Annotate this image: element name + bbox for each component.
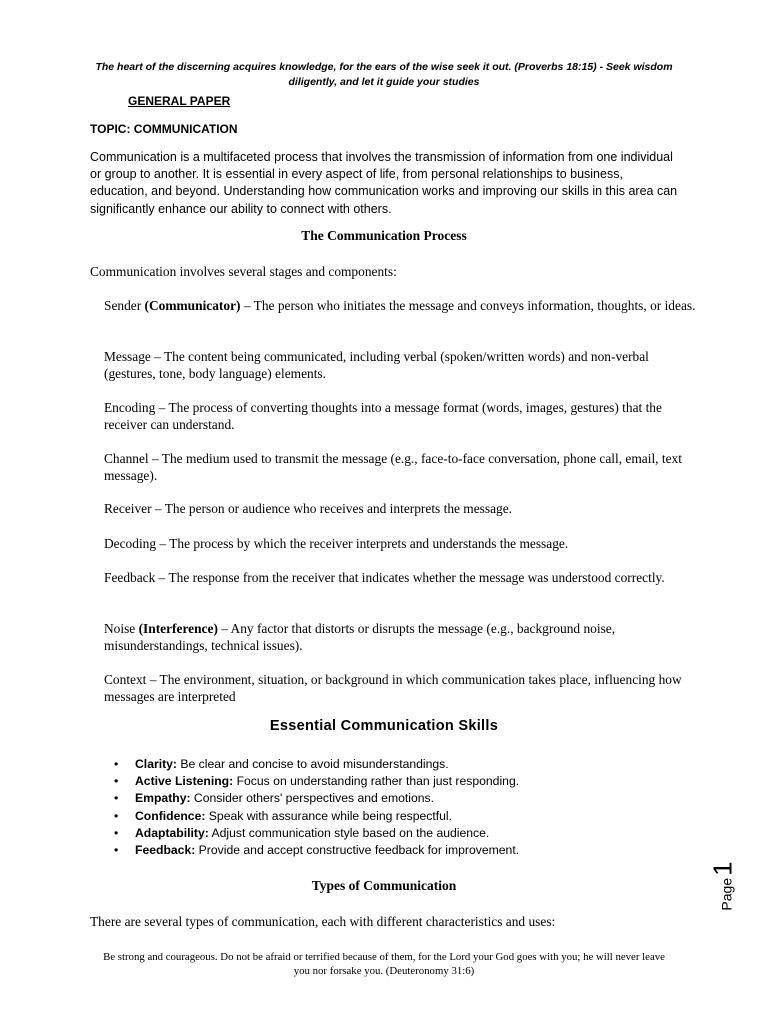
page-number: 1: [707, 861, 738, 876]
types-heading: Types of Communication: [311, 878, 457, 893]
skill-text: Speak with assurance while being respectful.: [205, 808, 453, 823]
process-item-noise: [90, 620, 696, 654]
page-number-marker: [706, 856, 740, 916]
process-item-term: Feedback: [104, 570, 156, 585]
process-item-term: Noise: [104, 621, 139, 636]
list-item: [114, 773, 519, 790]
header-quote: The heart of the discerning acquires knowledge, for the ears of the wise seek it out. (Proverbs 18:15) - Seek wisdom diligently, and let it guide your studies: [95, 61, 673, 88]
process-item-bold: (Interference): [138, 621, 218, 636]
process-heading: The Communication Process: [301, 228, 467, 243]
process-item-term: Decoding: [104, 536, 157, 551]
list-item: [114, 825, 519, 842]
bullet-icon: •: [114, 808, 119, 823]
skill-label: Clarity:: [135, 757, 177, 771]
process-item-message: [90, 348, 696, 382]
footer-quote: Be strong and courageous. Do not be afraid or terrified because of them, for the Lord your God goes with you; he will never leave you nor forsake you. (Deuteronomy 31:6): [103, 951, 665, 977]
skills-list: [114, 756, 519, 859]
process-item-text: – The process of converting thoughts into a message format (words, images, gestures) that the receiver can understand.: [104, 400, 662, 432]
process-item-text: – Any factor that distorts or disrupts the message (e.g., background noise, misunderstandings, technical issues).: [104, 621, 616, 653]
bullet-icon: •: [114, 825, 119, 840]
skill-text: Adjust communication style based on the audience.: [208, 825, 490, 840]
process-item-text: – The person who initiates the message and conveys information, thoughts, or ideas.: [240, 298, 696, 313]
list-item: [114, 842, 519, 859]
bullet-icon: •: [114, 843, 119, 858]
skill-text: Focus on understanding rather than just responding.: [233, 774, 520, 789]
process-item-term: Receiver: [104, 501, 152, 516]
skill-text: Consider others' perspectives and emotions.: [190, 791, 435, 806]
skill-text: Be clear and concise to avoid misunderstandings.: [177, 757, 449, 771]
process-item-context: [90, 671, 696, 705]
bullet-icon: •: [114, 757, 119, 771]
intro-paragraph: Communication is a multifaceted process that involves the transmission of information from one individual or group to another. It is essential in every aspect of life, from personal relationships to business, education, and beyond. Understanding how communication works and improving our skills in this area can significantly enhance our ability to connect with others.: [90, 150, 678, 216]
process-lead: Communication involves several stages and components:: [90, 264, 397, 279]
process-item-text: – The person or audience who receives and interprets the message.: [151, 501, 513, 516]
list-item: [114, 808, 519, 825]
process-item-channel: [90, 450, 696, 484]
types-lead: There are several types of communication, each with different characteristics and uses:: [90, 914, 556, 929]
bullet-icon: •: [114, 774, 119, 789]
process-item-feedback: [90, 569, 696, 586]
topic-heading: TOPIC: COMMUNICATION: [90, 122, 238, 136]
skill-label: Empathy:: [135, 791, 191, 806]
process-item-text: – The content being communicated, including verbal (spoken/written words) and non-verbal (gestures, tone, body language) elements.: [104, 349, 649, 381]
process-item-text: – The response from the receiver that indicates whether the message was understood correctly.: [155, 570, 665, 585]
skill-label: Adaptability:: [135, 825, 209, 840]
process-item-receiver: [90, 500, 696, 517]
process-item-sender: [90, 297, 696, 314]
document-title: GENERAL PAPER: [128, 94, 231, 108]
process-item-encoding: [90, 399, 696, 433]
process-item-term: Message: [104, 349, 151, 364]
list-item: [114, 756, 519, 773]
skill-label: Active Listening:: [135, 774, 234, 789]
process-item-text: – The environment, situation, or background in which communication takes place, influencing how messages are interpreted: [104, 672, 682, 704]
bullet-icon: •: [114, 791, 119, 806]
page-label: Page: [718, 877, 735, 911]
process-item-term: Context: [104, 672, 147, 687]
skills-heading: Essential Communication Skills: [269, 718, 499, 734]
skill-text: Provide and accept constructive feedback for improvement.: [195, 843, 520, 858]
list-item: [114, 790, 519, 807]
process-item-term: Channel: [104, 451, 149, 466]
skill-label: Confidence:: [135, 808, 206, 823]
skill-label: Feedback:: [135, 843, 196, 858]
process-item-text: – The process by which the receiver interprets and understands the message.: [156, 536, 569, 551]
process-item-term: Encoding: [104, 400, 156, 415]
process-item-bold: (Communicator): [144, 298, 241, 313]
process-item-decoding: [90, 535, 696, 552]
process-item-text: – The medium used to transmit the message (e.g., face-to-face conversation, phone call, email, text message).: [104, 451, 682, 483]
process-item-term: Sender: [104, 298, 145, 313]
